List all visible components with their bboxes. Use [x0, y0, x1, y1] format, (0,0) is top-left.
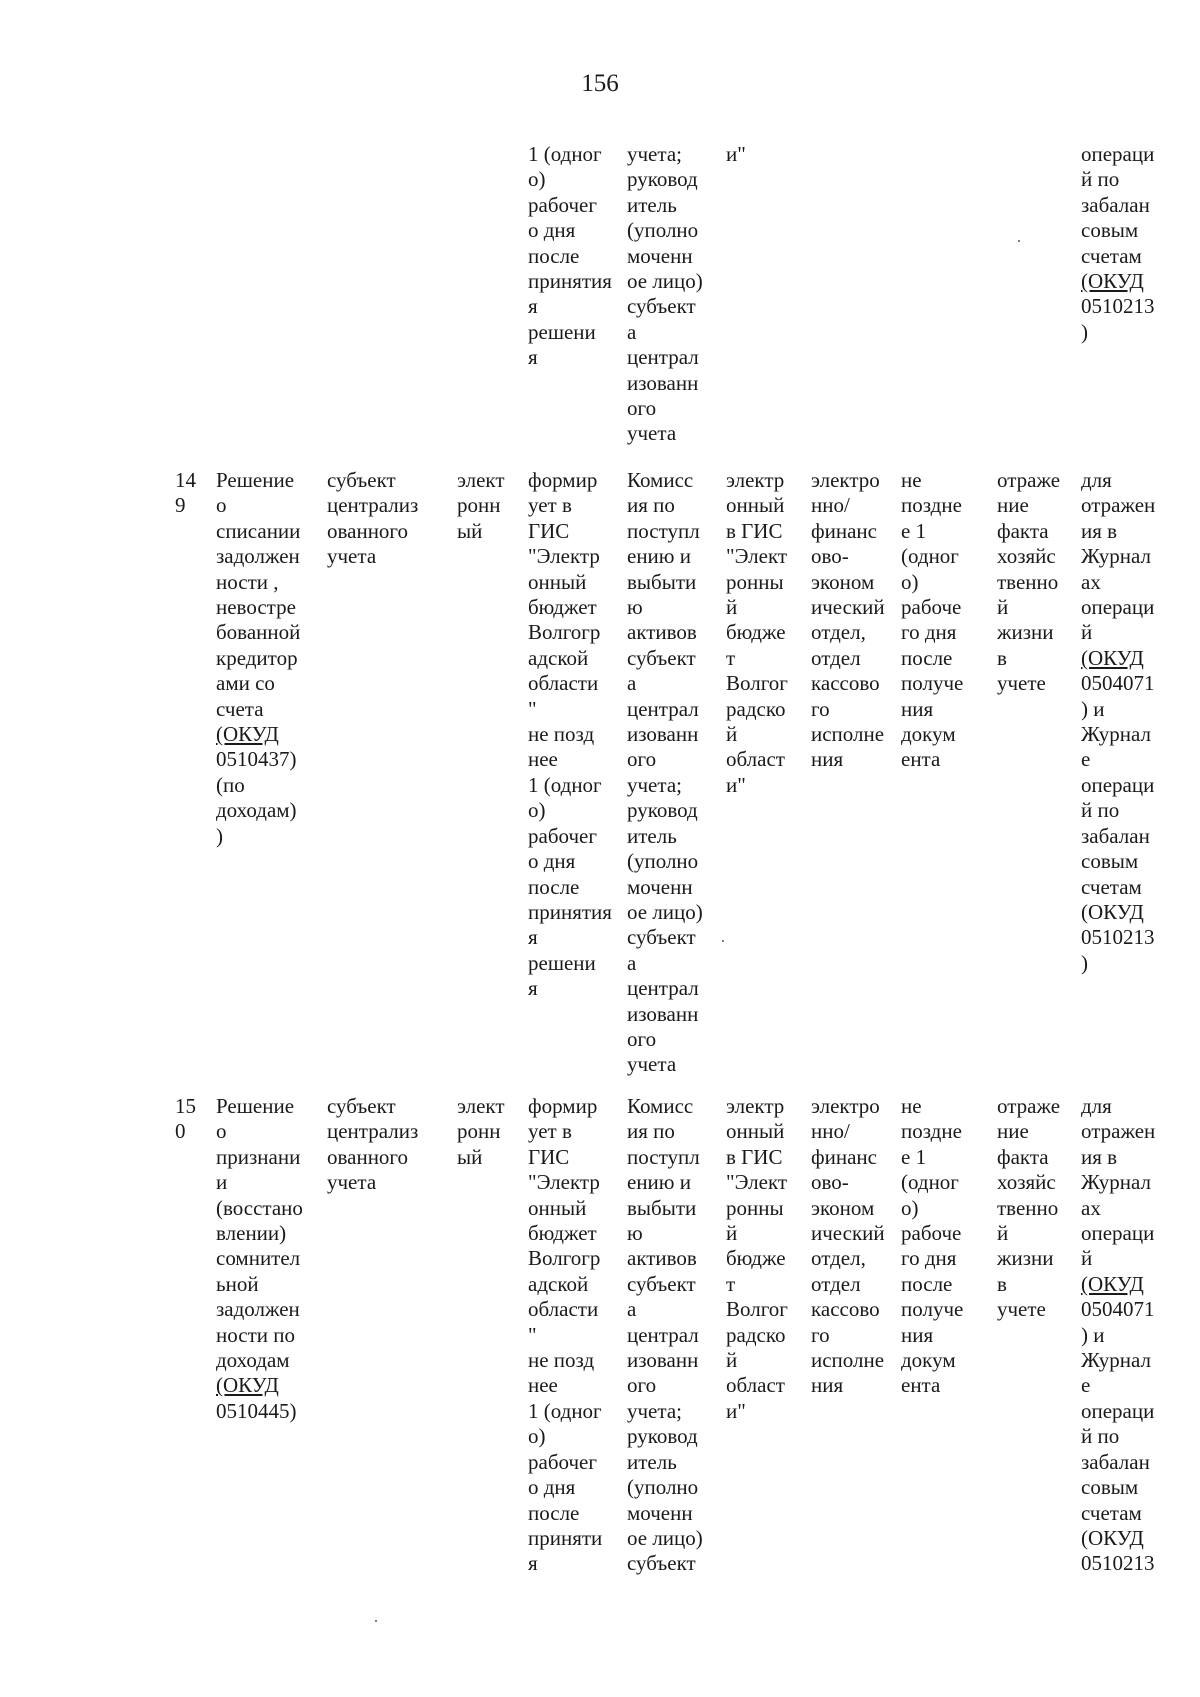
creator-cell: субъект централиз ованного учета	[327, 1094, 419, 1195]
okud-code-link: (ОКУД	[216, 722, 279, 747]
action-cell: отраже ние факта хозяйс твенно й жизни в учете	[997, 468, 1061, 696]
usage-text: операци й по забалан совым счетам	[1081, 142, 1155, 268]
row-number-cell: 14 9	[175, 468, 196, 518]
responsible-cell: Комисс ия по поступл ению и выбыти ю активов субъект а централ изованн ого учета; руковод итель (уполно моченн ое лицо) субъект	[627, 1094, 703, 1576]
deadline-cell: не поздне е 1 (одног о) рабоче го дня после получе ния докум ента	[901, 468, 964, 772]
creator-cell: субъект централиз ованного учета	[327, 468, 419, 569]
action-cell: отраже ние факта хозяйс твенно й жизни в учете	[997, 1094, 1061, 1322]
okud-code-link: (ОКУД	[216, 1373, 279, 1398]
scan-speck	[722, 940, 724, 942]
scan-speck	[375, 1620, 377, 1622]
transfer-mode-cell: и"	[726, 142, 746, 166]
scan-speck	[1018, 240, 1020, 242]
row-number-cell: 15 0	[175, 1094, 196, 1144]
document-name-tail: 0510437) (по доходам) )	[216, 747, 297, 848]
page-number: 156	[581, 70, 619, 97]
usage-cell	[1081, 1094, 1189, 1577]
format-cell: элект ронн ый	[457, 468, 505, 543]
term-cell: формир ует в ГИС "Электр онный бюджет Волгогр адской области " не позд нее 1 (одног о) рабочег о дня после принятия я решени я	[528, 468, 612, 1001]
term-cell: 1 (одног о) рабочег о дня после принятия я решени я	[528, 142, 612, 370]
document-name-cell	[216, 468, 326, 849]
usage-text-tail: 0510213 )	[1081, 294, 1155, 344]
okud-code-link: (ОКУД	[1081, 1271, 1144, 1296]
usage-cell	[1081, 142, 1189, 345]
responsible-cell: Комисс ия по поступл ению и выбыти ю активов субъект а централ изованн ого учета; руковод итель (уполно моченн ое лицо) субъект а централ изованн ого учета	[627, 468, 703, 1077]
usage-text-tail: 0504071 ) и Журнал е операци й по забалан совым счетам (ОКУД 0510213	[1081, 1297, 1155, 1576]
usage-text: для отражен ия в Журнал ах операци й	[1081, 468, 1156, 645]
recipient-cell: электро нно/ финанс ово- эконом ический отдел, отдел кассово го исполне ния	[811, 1094, 885, 1398]
document-name-text: Решение о признани и (восстано влении) сомнител ьной задолжен ности по доходам	[216, 1094, 303, 1373]
responsible-cell: учета; руковод итель (уполно моченн ое лицо) субъект а централ изованн ого учета	[627, 142, 703, 446]
document-name-cell	[216, 1094, 326, 1424]
recipient-cell: электро нно/ финанс ово- эконом ический отдел, отдел кассово го исполне ния	[811, 468, 885, 772]
okud-code-link: (ОКУД	[1081, 269, 1144, 294]
term-cell: формир ует в ГИС "Электр онный бюджет Волгогр адской области " не позд нее 1 (одног о) рабочег о дня после приняти я	[528, 1094, 603, 1576]
usage-text: для отражен ия в Журнал ах операци й	[1081, 1094, 1156, 1271]
document-name-text: Решение о списании задолжен ности , невостре бованной кредитор ами со счета	[216, 468, 301, 721]
okud-code-link: (ОКУД	[1081, 645, 1144, 670]
usage-cell	[1081, 468, 1189, 976]
deadline-cell: не поздне е 1 (одног о) рабоче го дня после получе ния докум ента	[901, 1094, 964, 1398]
document-name-tail: 0510445)	[216, 1398, 297, 1423]
usage-text-tail: 0504071 ) и Журнал е операци й по забалан совым счетам (ОКУД 0510213 )	[1081, 671, 1155, 975]
transfer-mode-cell: электр онный в ГИС "Элект ронны й бюдже т Волгог радско й област и"	[726, 468, 788, 797]
format-cell: элект ронн ый	[457, 1094, 505, 1169]
transfer-mode-cell: электр онный в ГИС "Элект ронны й бюдже т Волгог радско й област и"	[726, 1094, 788, 1423]
